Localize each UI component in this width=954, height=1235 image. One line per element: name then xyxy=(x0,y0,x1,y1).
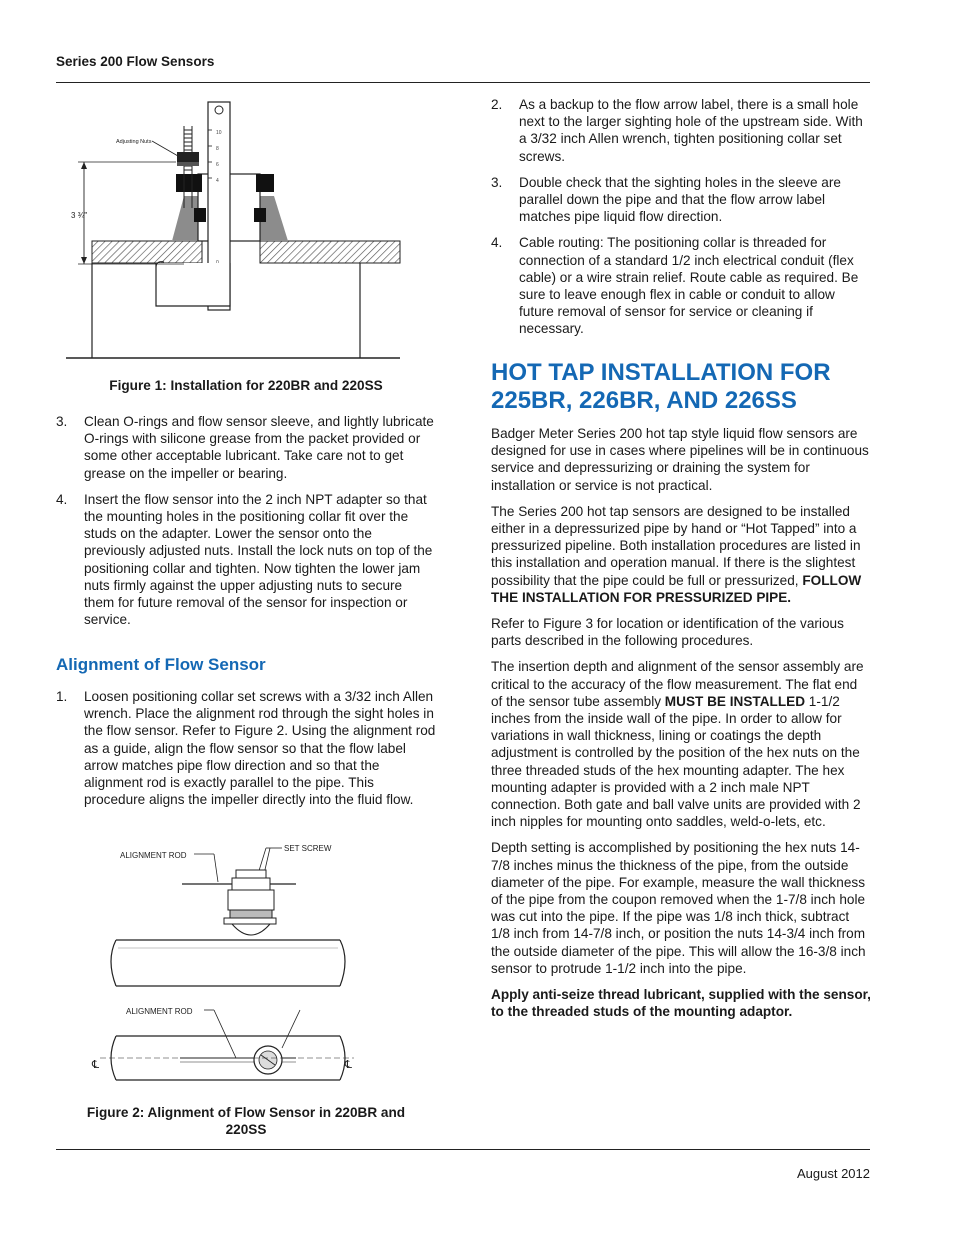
footer-rule xyxy=(56,1149,870,1150)
list-item: 4. Cable routing: The positioning collar is threaded for connection of a standard 1/2 inch electrical conduit (flex cable) or a wire strain relief. Route cable as required. Be sure to leave enough flex in cable or conduit to allow future removal of sensor for service or cleaning if necessary. xyxy=(491,235,859,337)
figure2-caption-line2: 220SS xyxy=(225,1122,267,1138)
svg-text:6: 6 xyxy=(216,162,219,168)
hot-tap-body xyxy=(491,425,871,1021)
list-item: 3. Double check that the sighting holes in the sleeve are parallel down the pipe and that the flow arrow label matches pipe liquid flow direction. xyxy=(491,174,841,225)
paragraph: Refer to Figure 3 for location or identification of the various parts described in the following procedures. xyxy=(491,616,844,649)
page-header-title: Series 200 Flow Sensors xyxy=(56,54,215,69)
svg-text:8: 8 xyxy=(216,146,219,152)
label-alignment-rod-top: ALIGNMENT ROD xyxy=(120,851,187,860)
header-rule xyxy=(56,82,870,83)
list-item: 4. Insert the flow sensor into the 2 inch NPT adapter so that the mounting holes in the positioning collar fit over the studs on the adapter. Lower the sensor onto the previously adjusted nuts. Install the lock nuts on top of the positioning collar and tighten. Now tighten the lower jam nuts firmly against the upper adjusting nuts to secure them for future removal of the sensor for inspection or service. xyxy=(56,491,433,628)
left-numbered-list xyxy=(56,413,436,628)
right-numbered-list xyxy=(491,96,871,338)
list-item: 3. Clean O-rings and flow sensor sleeve, and lightly lubricate O-rings with silicone grease from the packet provided or some other acceptable lubricant. Take care not to get grease on the impeller or bearing. xyxy=(56,414,434,481)
positioning-collar-left xyxy=(176,174,202,192)
paragraph: Depth setting is accomplished by positioning the hex nuts 14-7/8 inches minus the thickness of the pipe, from the outside diameter of the pipe. For example, measure the wall thickness of the pipe from the coupon removed when the 1-7/8 inch hole was cut into the pipe. If the pipe was 1/8 inch thick, subtract 1/8 inch from 14-7/8 inch, or position the nuts 14-3/4 inch from the outside diameter of the pipe. This will allow the 16-3/8 inch sensor to protrude 1-1/2 inch into the pipe. xyxy=(491,840,866,976)
list-item: 1. Loosen positioning collar set screws with a 3/32 inch Allen wrench. Place the alignment rod through the sight holes in the flow sensor. Refer to Figure 2. Using the alignment rod as a guide, align the flow sensor so that the flow label arrow matches pipe flow direction and so that the alignment rod is exactly parallel to the pipe. This procedure aligns the impeller directly into the fluid flow. xyxy=(56,689,436,808)
pipe-wall-right xyxy=(260,241,400,263)
alignment-list xyxy=(56,688,436,808)
hot-tap-heading-line1: HOT TAP INSTALLATION FOR xyxy=(491,359,831,386)
figure2-alignment-diagram xyxy=(92,836,356,1084)
label-adjusting-nuts: Adjusting Nuts xyxy=(116,139,152,145)
paragraph: The insertion depth and alignment of the sensor assembly are critical to the accuracy of the flow measurement. The flat end of the sensor tube assembly MUST BE INSTALLED 1-1/2 inches from the inside wall of the pipe. In order to allow for variations in wall thickness, lining or coatings the depth adjustment is controlled by the position of the hex nuts on the three threaded studs of the hex mounting adapter. The hex mounting adapter is provided with a 2 inch male NPT connection. Both gate and ball valve units are provided with 2 inch nipples for mounting onto saddles, weld-o-lets, etc. xyxy=(491,659,864,830)
list-item: 2. As a backup to the flow arrow label, there is a small hole next to the larger sighting hole of the upstream side. With a 3/32 inch Allen wrench, tighten positioning collar set screws. xyxy=(491,97,863,164)
svg-text:10: 10 xyxy=(216,130,222,136)
paragraph: Badger Meter Series 200 hot tap style liquid flow sensors are designed for use in cases where pipelines will be in continuous service and depressurizing or draining the system for installation or service is not practical. xyxy=(491,426,869,493)
pipe-wall-left xyxy=(92,241,202,263)
svg-text:℄: ℄ xyxy=(344,1059,352,1071)
label-alignment-rod-bottom: ALIGNMENT ROD xyxy=(126,1007,193,1016)
alignment-heading: Alignment of Flow Sensor xyxy=(56,655,266,674)
figure1-caption: Figure 1: Installation for 220BR and 220SS xyxy=(109,378,383,393)
svg-text:℄: ℄ xyxy=(92,1059,100,1071)
footer-date: August 2012 xyxy=(796,1166,870,1181)
figure2-caption xyxy=(56,1104,436,1138)
label-dimension: 3 ¾" xyxy=(71,211,88,220)
label-set-screw: SET SCREW xyxy=(284,844,332,853)
hot-tap-heading-line2: 225BR, 226BR, AND 226SS xyxy=(491,387,797,414)
figure2-caption-line1: Figure 2: Alignment of Flow Sensor in 220BR and xyxy=(86,1105,406,1120)
svg-text:4: 4 xyxy=(216,178,219,184)
paragraph: The Series 200 hot tap sensors are designed to be installed either in a depressurized pipe by hand or “Hot Tapped” into a pressurized pipeline. Both installation procedures are listed in this installation and operation manual. If there is the slightest possibility that the pipe could be full or pressurized, FOLLOW THE INSTALLATION FOR PRESSURIZED PIPE. xyxy=(491,503,862,605)
paragraph: Apply anti-seize thread lubricant, supplied with the sensor, to the threaded studs of the mounting adaptor. xyxy=(491,987,871,1020)
positioning-collar-right xyxy=(256,174,274,192)
figure1-installation-diagram xyxy=(66,96,400,362)
hot-tap-heading xyxy=(491,359,831,415)
